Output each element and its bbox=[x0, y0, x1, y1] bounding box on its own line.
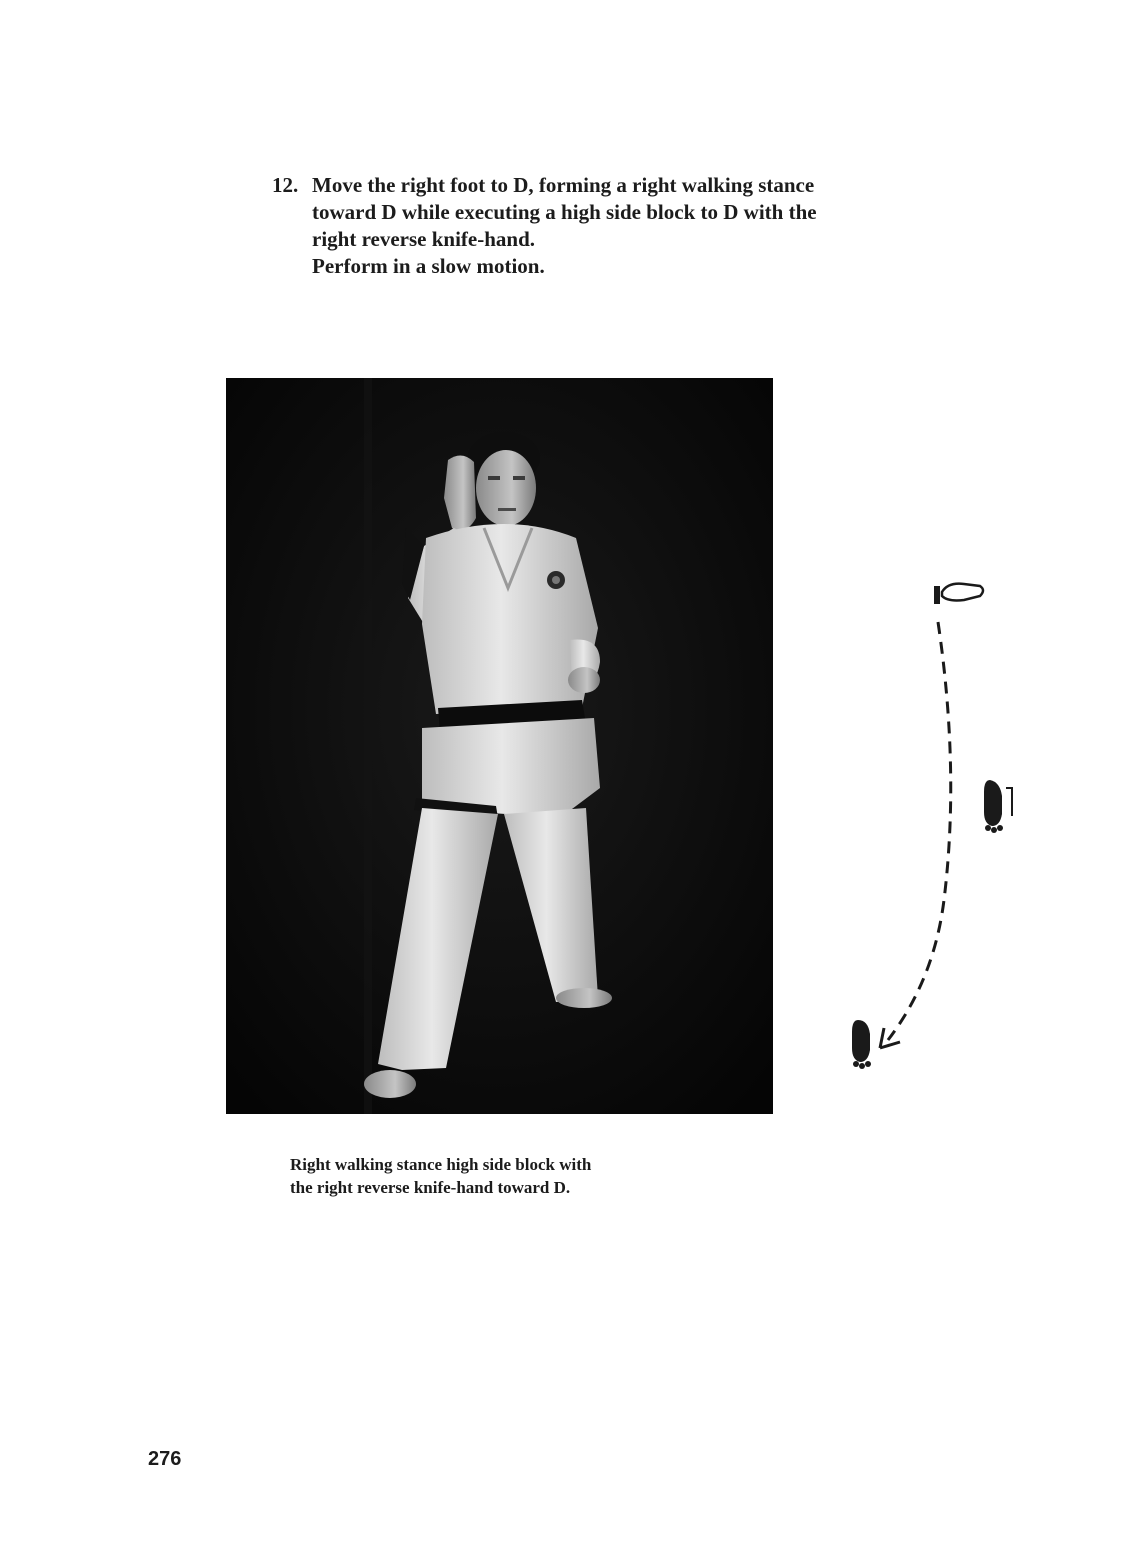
foot-movement-diagram bbox=[830, 570, 1030, 1080]
footprint-diagram bbox=[830, 570, 1030, 1080]
instruction-line: right reverse knife-hand. bbox=[312, 227, 536, 251]
instruction-text bbox=[272, 172, 972, 280]
movement-path bbox=[888, 622, 951, 1040]
stationary-footprint-icon bbox=[984, 780, 1012, 833]
starting-footprint-icon bbox=[934, 584, 983, 604]
caption-line: Right walking stance high side block with bbox=[290, 1155, 592, 1174]
instruction-line: Move the right foot to D, forming a right walking stance bbox=[312, 173, 815, 197]
instruction-line: toward D while executing a high side block to D with the bbox=[312, 200, 817, 224]
instruction-line: Perform in a slow motion. bbox=[312, 254, 545, 278]
caption-line: the right reverse knife-hand toward D. bbox=[290, 1178, 571, 1197]
instruction-body bbox=[312, 172, 972, 280]
photo-caption bbox=[290, 1153, 750, 1199]
photo-illustration bbox=[226, 378, 773, 1114]
destination-footprint-icon bbox=[852, 1020, 871, 1069]
martial-artist-photo bbox=[226, 378, 773, 1114]
page-number: 276 bbox=[148, 1448, 182, 1470]
step-number: 12. bbox=[272, 173, 299, 197]
